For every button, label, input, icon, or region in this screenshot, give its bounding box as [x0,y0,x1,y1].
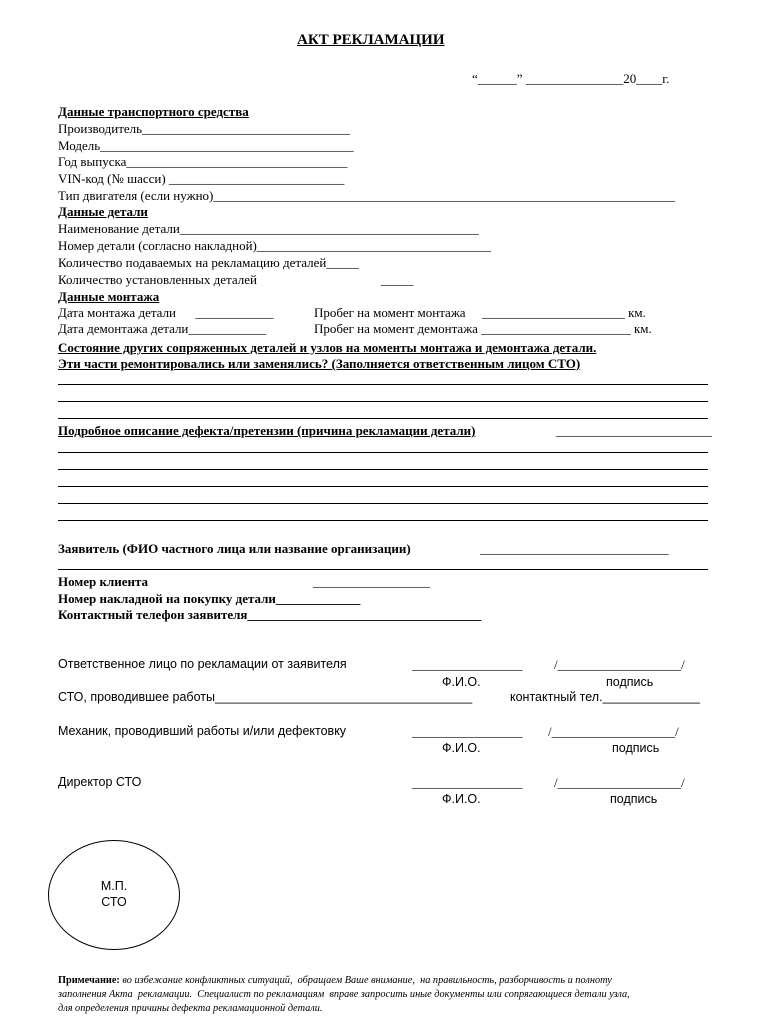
related-parts-line[interactable] [58,401,708,402]
applicant-field[interactable]: _____________________________ [480,541,669,556]
note-text-3: для определения причины дефекта рекламационной детали. [58,1003,323,1014]
defect-line[interactable] [58,503,708,504]
vin-field[interactable]: VIN-код (№ шасси) ___________________________ [58,171,345,186]
defect-line[interactable] [58,452,708,453]
mounting-section-heading: Данные монтажа [58,289,160,304]
note-line-2 [58,988,630,1002]
fio-caption: Ф.И.О. [442,741,481,755]
note-line-3 [58,1002,323,1016]
responsible-signature-field[interactable]: /___________________/ [554,657,685,672]
responsible-fio-field[interactable]: _________________ [412,657,523,672]
mount-date-field[interactable]: Дата монтажа детали ____________ [58,305,274,320]
signature-caption: подпись [612,741,660,755]
defect-line[interactable] [58,469,708,470]
manufacturer-field[interactable]: Производитель________________________________ [58,121,351,136]
director-fio-field[interactable]: _________________ [412,775,523,790]
signature-caption: подпись [606,675,654,689]
responsible-person-label: Ответственное лицо по рекламации от заявителя [58,657,347,671]
defect-line[interactable] [58,520,708,521]
related-parts-heading: Состояние других сопряженных деталей и узлов на моменты монтажа и демонтажа детали. [58,340,597,355]
mechanic-fio-field[interactable]: _________________ [412,724,523,739]
stamp-sto-label: СТО [101,895,127,909]
contact-phone-field[interactable]: контактный тел.______________ [510,690,700,704]
applicant-phone-field[interactable]: Контактный телефон заявителя____________________________________ [58,607,482,622]
mechanic-signature-field[interactable]: /___________________/ [548,724,679,739]
note-text-2: заполнения Акта рекламации. Специалист по рекламациям вправе запросить иные документы или сопрягающиеся детали узла, [58,989,630,1000]
related-parts-question: Эти части ремонтировались или заменялись? (Заполняется ответственным лицом СТО) [58,356,581,371]
vehicle-section-heading: Данные транспортного средства [58,104,249,119]
model-field[interactable]: Модель_______________________________________ [58,138,354,153]
related-parts-line[interactable] [58,384,708,385]
sto-works-field[interactable]: СТО, проводившее работы_____________________________________ [58,690,473,704]
related-parts-line[interactable] [58,418,708,419]
date-field[interactable]: “______” _______________20____г. [472,71,670,86]
mechanic-label: Механик, проводивший работы и/или дефектовку [58,724,347,738]
defect-heading-blank[interactable]: ________________________ [556,423,712,438]
defect-heading: Подробное описание дефекта/претензии (причина рекламации детали) [58,423,476,438]
engine-type-field[interactable]: Тип двигателя (если нужно)_______________________________________________________________________ [58,188,675,203]
part-name-field[interactable]: Наименование детали______________________________________________ [58,221,479,236]
page-title: АКТ РЕКЛАМАЦИИ [297,32,445,48]
client-number-label: Номер клиента [58,574,149,589]
note-line-1 [58,974,612,988]
applicant-line[interactable] [58,569,708,570]
applicant-label: Заявитель (ФИО частного лица или название организации) [58,541,411,556]
note-label: Примечание: [58,975,120,986]
claimed-quantity-field[interactable]: Количество подаваемых на рекламацию деталей_____ [58,255,359,270]
part-number-field[interactable]: Номер детали (согласно накладной)____________________________________ [58,238,491,253]
part-section-heading: Данные детали [58,204,148,219]
stamp-mp-label: М.П. [100,879,128,893]
defect-line[interactable] [58,486,708,487]
fio-caption: Ф.И.О. [442,675,481,689]
installed-quantity-field[interactable]: _____ [381,272,414,287]
dismount-date-field[interactable]: Дата демонтажа детали____________ [58,321,267,336]
director-signature-field[interactable]: /___________________/ [554,775,685,790]
mount-mileage-field[interactable]: Пробег на момент монтажа ______________________ км. [314,305,646,320]
year-field[interactable]: Год выпуска__________________________________ [58,154,348,169]
stamp-circle [48,840,180,950]
installed-quantity-label: Количество установленных деталей [58,272,257,287]
dismount-mileage-field[interactable]: Пробег на момент демонтажа _______________________ км. [314,321,652,336]
director-label: Директор СТО [58,775,142,789]
invoice-number-field[interactable]: Номер накладной на покупку детали_____________ [58,591,361,606]
fio-caption: Ф.И.О. [442,792,481,806]
note-text-1: во избежание конфликтных ситуаций, обращаем Ваше внимание, на правильность, разборчивость и полноту [119,975,612,986]
signature-caption: подпись [610,792,658,806]
client-number-field[interactable]: __________________ [313,574,430,589]
